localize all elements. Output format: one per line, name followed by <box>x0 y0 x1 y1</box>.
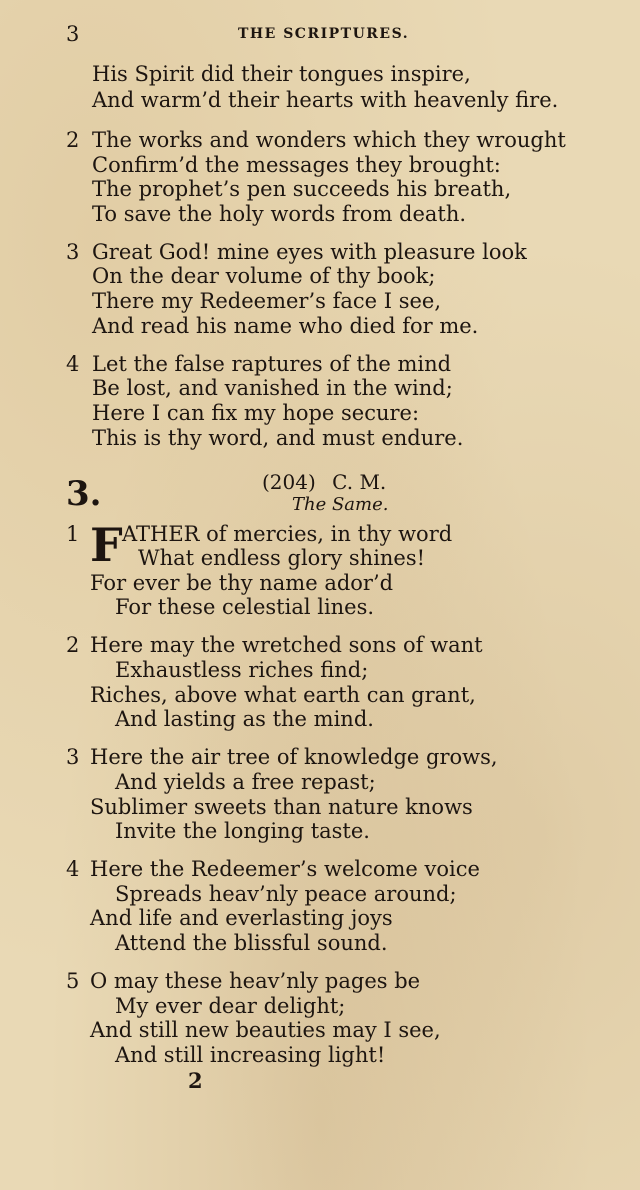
verse-line: And still increasing light! <box>115 1043 386 1067</box>
verse-line: The works and wonders which they wrought <box>92 128 566 152</box>
verse-line: Riches, above what earth can grant, <box>90 683 476 707</box>
hymn-number: 3. <box>66 474 102 514</box>
verse-line: O may these heav’nly pages be <box>90 969 421 993</box>
verse-line: The prophet’s pen succeeds his breath, <box>92 177 512 201</box>
page-number: 3 <box>66 22 80 46</box>
stanza-number: 3 <box>66 240 80 264</box>
running-title: THE SCRIPTURES. <box>238 26 410 42</box>
verse-line: What endless glory shines! <box>138 546 426 570</box>
hymn-reference: (204) <box>262 470 316 494</box>
verse-line: Here I can fix my hope secure: <box>92 401 420 425</box>
verse-line: My ever dear delight; <box>115 994 346 1018</box>
verse-line: Confirm’d the messages they brought: <box>92 153 501 177</box>
verse-line: There my Redeemer’s face I see, <box>92 289 442 313</box>
hymn-subtitle: The Same. <box>292 494 389 515</box>
verse-line: Here the Redeemer’s welcome voice <box>90 857 480 881</box>
verse-line: To save the holy words from death. <box>92 202 467 226</box>
stanza-number: 2 <box>66 633 80 657</box>
verse-line: And read his name who died for me. <box>92 314 479 338</box>
verse-line: On the dear volume of thy book; <box>92 264 436 288</box>
stanza-number: 4 <box>66 352 80 376</box>
verse-line: Let the false raptures of the mind <box>92 352 452 376</box>
verse-line: Sublimer sweets than nature knows <box>90 795 473 819</box>
verse-line: Exhaustless riches find; <box>115 658 369 682</box>
verse-line: And life and everlasting joys <box>90 906 393 930</box>
drop-cap: F <box>90 518 123 572</box>
verse-line: Invite the longing taste. <box>115 819 370 843</box>
verse-line: For these celestial lines. <box>115 595 375 619</box>
stanza-number: 4 <box>66 857 80 881</box>
stanza-number: 1 <box>66 522 80 546</box>
verse-line: Attend the blissful sound. <box>115 931 388 955</box>
verse-line: Be lost, and vanished in the wind; <box>92 376 453 400</box>
hymn-meter: C. M. <box>332 470 387 494</box>
stanza-number: 5 <box>66 969 80 993</box>
running-head <box>66 22 546 46</box>
hymn-meta <box>262 470 396 494</box>
verse-line: Spreads heav’nly peace around; <box>115 882 457 906</box>
signature-mark: 2 <box>188 1068 203 1093</box>
verse-line: And warm’d their hearts with heavenly fire. <box>92 88 559 112</box>
verse-line: For ever be thy name ador’d <box>90 571 394 595</box>
verse-line: Great God! mine eyes with pleasure look <box>92 240 527 264</box>
verse-line: Here may the wretched sons of want <box>90 633 483 657</box>
stanza-number: 2 <box>66 128 80 152</box>
stanza-number: 3 <box>66 745 80 769</box>
verse-line: Here the air tree of knowledge grows, <box>90 745 498 769</box>
verse-line: And yields a free repast; <box>115 770 376 794</box>
verse-line: And still new beauties may I see, <box>90 1018 441 1042</box>
verse-line: ATHER of mercies, in thy word <box>122 522 453 546</box>
verse-line: And lasting as the mind. <box>115 707 374 731</box>
verse-line: This is thy word, and must endure. <box>92 426 464 450</box>
verse-line: His Spirit did their tongues inspire, <box>92 62 471 86</box>
